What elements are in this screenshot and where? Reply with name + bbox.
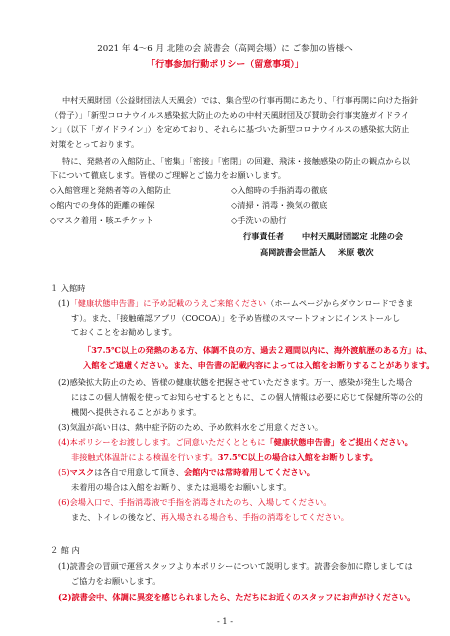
list-item: (3)気温が高い日は、熱中症予防のため、予め飲料水をご用意ください。 [58,422,324,432]
list-item [58,298,413,308]
item-text [71,512,349,522]
signature-label: 行事責任者 [243,231,284,241]
emphasis-text: 非接触式体温計による検温を行います。 [71,452,218,462]
signature-label: 高岡読書会世話人 [260,247,326,257]
list-item: (1)読書会の冒頭で運営スタッフより本ポリシーについて説明します。読書会参加に際しましては [58,561,413,571]
emphasis-text: 本ポリシーをお渡しします。ご同意いただくとともに [69,437,266,447]
document-title: 2021 年 4〜6 月 北陸の会 読書会（高岡会場）に ご参加の皆様へ [97,44,353,54]
intro-line: ン」（以下「ガイドライン」）を定めており、それらに基づいた新型コロナウイルスの感染拡大防止 [50,124,410,134]
item-text: （ホームページからダウンロードできま [266,298,414,308]
section-heading: ２ 館 内 [50,545,80,555]
list-item: (6)会場入口で、手指消毒液で手指を消毒されたのち、入場してください。 [58,497,332,507]
intro-line: 中村天風財団（公益財団法人天風会）では、集合型の行事再開にあたり、「行事再開に向けた指針 [62,95,419,105]
warning-text: 「37.5℃以上の発熱のある方、体調不良の方、過去２週間以内に、海外渡航歴のある方」は、 [83,345,433,355]
list-item [58,467,315,477]
item-text: ておくことをお勧めします。 [71,327,177,337]
intro-line: 対策をとっております。 [50,139,140,149]
measure-item: ◇館内での身体的距離の確保 [50,200,155,210]
emphasis-text: 再入場される場合も、手指の消毒をしてください。 [160,512,349,522]
item-text: ご協力をお願いします。 [71,576,161,586]
item-text: は各自で用意して頂き、 [94,467,184,477]
item-text: また、トイレの後など、 [71,512,161,522]
emphasis-text: マスク [69,467,95,477]
emphasis-text: 「健康状態申告書」に予め記載のうえご来館ください [69,298,267,308]
signature-name: 米原 敬次 [338,247,374,257]
signature-org: 中村天風財団認定 北陸の会 [302,231,404,241]
intro-line: （骨子）」「新型コロナウイルス感染拡大防止のための中村天風財団及び賛助会行事実施ガイドライ [50,110,410,120]
policy-title: 「行事参加行動ポリシー（留意事項）」 [146,60,304,70]
item-text [71,452,378,462]
item-number: (4) [58,437,70,447]
list-item: (2)感染拡大防止のため、皆様の健康状態を把握させていただきます。万一、感染が発生した場合 [58,377,413,387]
emphasis-text: 37.5℃以上の場合は入館をお断りします。 [217,452,378,462]
measure-item: ◇清掃・消毒・換気の徹底 [231,200,328,210]
measure-item: ◇入館管理と発熱者等の入館防止 [50,185,171,195]
list-item: (2)読書会中、体調に異変を感じられましたら、ただちにお近くのスタッフにお声がけください。 [58,592,416,602]
item-text: 未着用の場合は入館をお断り、または退場をお願いします。 [71,482,292,492]
item-number: (1) [58,298,70,308]
emphasis-text: 会館内では常時着用してください。 [183,467,315,477]
intro-line: 下について徹底します。皆様のご理解とご協力をお願いします。 [50,170,286,180]
item-text: にはこの個人情報を使ってお知らせするとともに、この個人情報は必要に応じて保健所等の公的 [71,392,423,402]
page-number: - 1 - [217,616,233,626]
item-text: 機関へ提供されることがあります。 [71,407,202,417]
item-number: (5) [58,467,70,477]
section-heading: １ 入館時 [50,283,86,293]
measure-item: ◇マスク着用・咳エチケット [50,215,154,225]
list-item [58,437,413,447]
measure-item: ◇手洗いの励行 [231,215,287,225]
warning-text: 入館をご遠慮ください。また、申告書の記載内容によっては入館をお断りすることがあります。 [83,360,435,370]
measure-item: ◇入館時の手指消毒の徹底 [231,185,328,195]
intro-line: 特に、発熱者の入館防止、「密集」「密接」「密閉」の回避、飛沫・接触感染の防止の観点から以 [62,156,410,166]
emphasis-text: 「健康状態申告書」をご提出ください。 [265,437,413,447]
item-text: す）。また、「接触確認アプリ（COCOA）」を予め皆様のスマートフォンにインストールし [71,313,401,323]
